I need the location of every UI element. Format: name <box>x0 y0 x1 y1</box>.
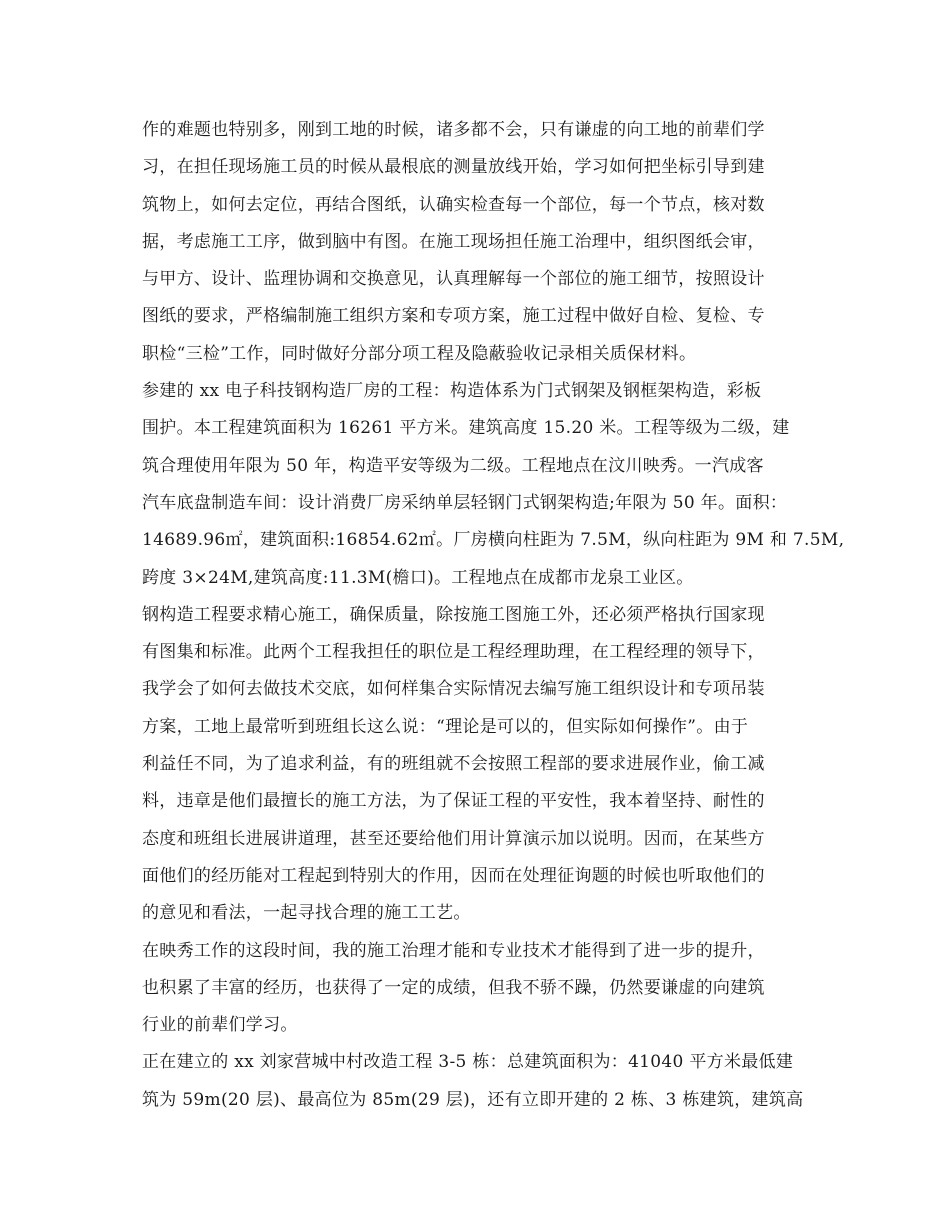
text-line: 图纸的要求，严格编制施工组织方案和专项方案，施工过程中做好自检、复检、专 <box>142 306 765 327</box>
text-line: 习，在担任现场施工员的时候从最根底的测量放线开始，学习如何把坐标引导到建 <box>142 157 765 178</box>
text-line: 钢构造工程要求精心施工，确保质量，除按施工图施工外，还必须严格执行国家现 <box>142 604 765 625</box>
document-body <box>142 112 845 1119</box>
text-line: 跨度 3×24M,建筑高度:11.3M(檐口)。工程地点在成都市龙泉工业区。 <box>142 567 694 588</box>
text-line: 正在建立的 xx 刘家营城中村改造工程 3-5 栋：总建筑面积为：41040 平方米最低建 <box>142 1052 794 1073</box>
text-line: 利益任不同，为了追求利益，有的班组就不会按照工程部的要求进展作业，偷工减 <box>142 754 765 775</box>
text-line: 参建的 xx 电子科技钢构造厂房的工程：构造体系为门式钢架及钢框架构造，彩板 <box>142 381 762 402</box>
text-line: 作的难题也特别多，刚到工地的时候，诸多都不会，只有谦虚的向工地的前辈们学 <box>142 120 765 140</box>
text-line: 汽车底盘制造车间：设计消费厂房采纳单层轻钢门式钢架构造;年限为 50 年。面积： <box>142 492 788 513</box>
text-line: 态度和班组长进展讲道理，甚至还要给他们用计算演示加以说明。因而，在某些方 <box>142 828 765 849</box>
text-line: 也积累了丰富的经历，也获得了一定的成绩，但我不骄不躁，仍然要谦虚的向建筑 <box>142 977 765 998</box>
text-line: 筑物上，如何去定位，再结合图纸，认确实检查每一个部位，每一个节点，核对数 <box>142 194 765 215</box>
text-line: 有图集和标准。此两个工程我担任的职位是工程经理助理，在工程经理的领导下， <box>142 642 765 663</box>
text-line: 据，考虑施工工序，做到脑中有图。在施工现场担任施工治理中，组织图纸会审， <box>142 231 765 252</box>
text-line: 我学会了如何去做技术交底，如何样集合实际情况去编写施工组织设计和专项吊装 <box>142 679 765 700</box>
text-line: 14689.96㎡，建筑面积:16854.62㎡。厂房横向柱距为 7.5M，纵向柱距为 9M 和 7.5M, <box>142 530 845 551</box>
text-line: 面他们的经历能对工程起到特别大的作用，因而在处理征询题的时候也听取他们的 <box>142 865 765 886</box>
text-line: 筑合理使用年限为 50 年，构造平安等级为二级。工程地点在汶川映秀。一汽成客 <box>142 455 764 476</box>
text-line: 在映秀工作的这段时间，我的施工治理才能和专业技术才能得到了进一步的提升， <box>142 940 765 961</box>
text-line: 职检“三检”工作，同时做好分部分项工程及隐蔽验收记录相关质保材料。 <box>142 343 697 364</box>
text-line: 料，违章是他们最擅长的施工方法，为了保证工程的平安性，我本着坚持、耐性的 <box>142 791 765 812</box>
text-line: 方案，工地上最常听到班组长这么说：“理论是可以的，但实际如何操作”。由于 <box>142 716 749 737</box>
text-line: 围护。本工程建筑面积为 16261 平方米。建筑高度 15.20 米。工程等级为二级，建 <box>142 418 790 439</box>
text-line: 筑为 59m(20 层)、最高位为 85m(29 层)，还有立即开建的 2 栋、3 栋建筑，建筑高 <box>142 1089 804 1110</box>
text-line: 与甲方、设计、监理协调和交换意见，认真理解每一个部位的施工细节，按照设计 <box>142 269 765 290</box>
text-line: 行业的前辈们学习。 <box>142 1015 298 1036</box>
text-line: 的意见和看法，一起寻找合理的施工工艺。 <box>142 903 471 924</box>
